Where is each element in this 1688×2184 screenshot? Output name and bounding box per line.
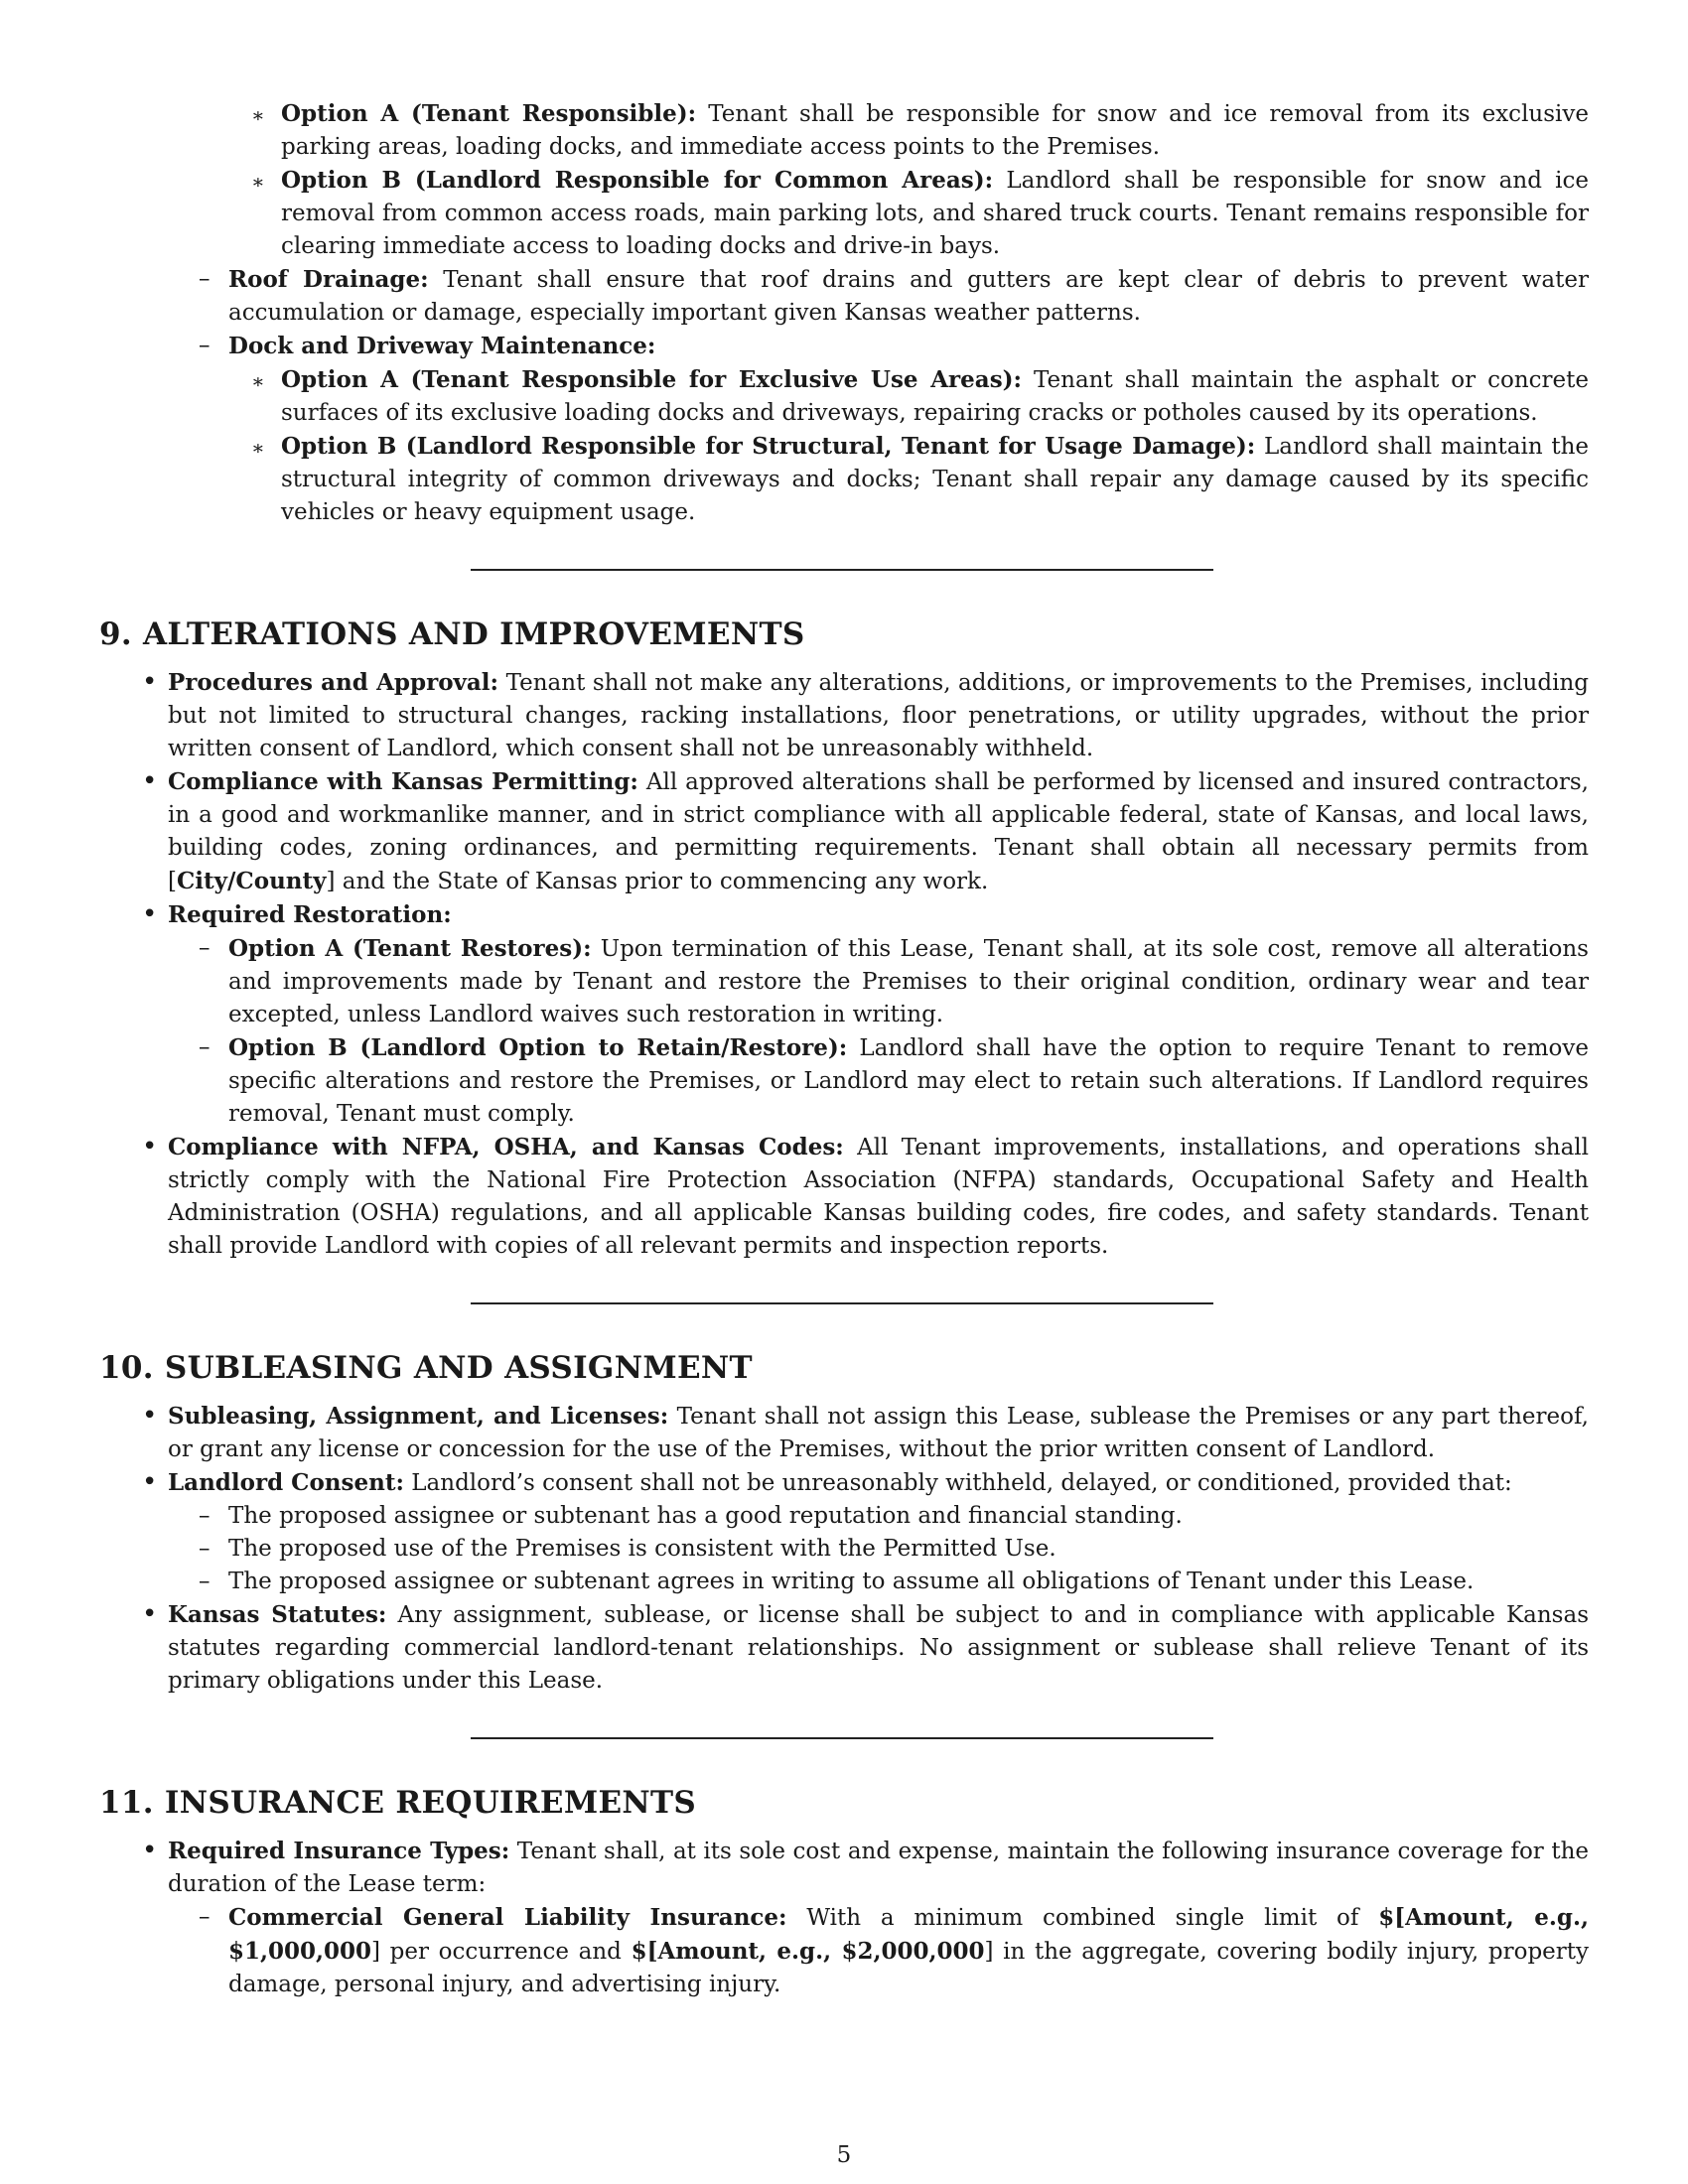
list-item xyxy=(142,765,1589,898)
item-text: Landlord shall be responsible for snow and ice removal from common access roads, main parking lots, and shared truck courts. Tenant remains responsible for clearing immediate access to loading docks and drive-in bays. xyxy=(281,168,1589,259)
item-text: Any assignment, sublease, or license shall be subject to and in compliance with applicable Kansas statutes regarding commercial landlord-tenant relationships. No assignment or sublease shall relieve Tenant of its primary obligations under this Lease. xyxy=(168,1602,1589,1694)
list-item xyxy=(251,164,1589,263)
item-text: Tenant shall not assign this Lease, sublease the Premises or any part thereof, or grant any license or concession for the use of the Premises, without the prior written consent of Landlord. xyxy=(168,1404,1589,1462)
list-item xyxy=(199,1533,1589,1566)
item-text: With a minimum combined single limit of xyxy=(786,1905,1379,1931)
bullet-marker: • xyxy=(142,1467,158,1497)
list-item xyxy=(251,363,1589,430)
item-text: Landlord’s consent shall not be unreasonably withheld, delayed, or conditioned, provided that: xyxy=(403,1470,1512,1496)
item-text: Upon termination of this Lease, Tenant shall, at its sole cost, remove all alterations and improvements made by Tenant and restore the Premises to their original condition, ordinary wear and tear excepted, unless Landlord waives such restoration in writing. xyxy=(228,936,1589,1027)
item-text: Tenant shall ensure that roof drains and gutters are kept clear of debris to prevent water accumulation or damage, especially important given Kansas weather patterns. xyxy=(228,267,1589,326)
item-label: Option A (Tenant Responsible for Exclusive Use Areas): xyxy=(281,366,1023,393)
list-item xyxy=(199,1566,1589,1598)
section-divider xyxy=(471,569,1213,571)
item-label: Required Restoration: xyxy=(168,901,452,928)
list-item xyxy=(251,97,1589,164)
list-item xyxy=(199,932,1589,1031)
item-text: Landlord shall maintain the structural integrity of common driveways and docks; Tenant shall repair any damage caused by its specific vehicles or heavy equipment usage. xyxy=(281,434,1589,525)
dash-marker: – xyxy=(199,1503,211,1529)
page-number: 5 xyxy=(836,2142,852,2168)
dash-marker: – xyxy=(199,935,211,961)
list-item xyxy=(142,1835,1589,1901)
item-text: The proposed use of the Premises is consistent with the Permitted Use. xyxy=(228,1536,1056,1562)
item-label: Option B (Landlord Option to Retain/Restore): xyxy=(228,1034,848,1061)
item-label: Compliance with Kansas Permitting: xyxy=(168,768,638,795)
section-heading: 9. ALTERATIONS AND IMPROVEMENTS xyxy=(99,616,805,652)
item-text: Tenant shall, at its sole cost and expense, maintain the following insurance coverage for the duration of the Lease term: xyxy=(168,1839,1589,1897)
list-item xyxy=(142,898,1589,932)
item-label: Option B (Landlord Responsible for Common Areas): xyxy=(281,167,994,194)
item-label: Roof Drainage: xyxy=(228,266,429,293)
bullet-marker: • xyxy=(142,899,158,929)
dash-marker: – xyxy=(199,1904,211,1930)
bullet-marker: • xyxy=(142,667,158,697)
list-item xyxy=(199,1031,1589,1131)
item-label: Landlord Consent: xyxy=(168,1469,404,1496)
bullet-marker: • xyxy=(142,1599,158,1629)
dash-marker: – xyxy=(199,1536,211,1562)
bullet-marker: • xyxy=(142,1401,158,1431)
section-heading: 11. INSURANCE REQUIREMENTS xyxy=(99,1785,697,1821)
star-marker: ∗ xyxy=(251,369,265,393)
bullet-marker: • xyxy=(142,1836,158,1865)
list-item xyxy=(251,430,1589,529)
item-text: ] per occurrence and xyxy=(371,1939,632,1965)
document-page xyxy=(99,97,1589,2001)
item-text: The proposed assignee or subtenant has a good reputation and financial standing. xyxy=(228,1503,1183,1529)
list-item xyxy=(199,1500,1589,1533)
list-item xyxy=(142,666,1589,765)
bullet-marker: • xyxy=(142,1132,158,1161)
item-text: Landlord shall have the option to require Tenant to remove specific alterations and restore the Premises, or Landlord may elect to retain such alterations. If Landlord requires removal, Tenant must comply. xyxy=(228,1035,1589,1127)
bullet-marker: • xyxy=(142,766,158,796)
item-label: Option A (Tenant Responsible): xyxy=(281,100,697,127)
item-text: Tenant shall maintain the asphalt or concrete surfaces of its exclusive loading docks and driveways, repairing cracks or potholes caused by its operations. xyxy=(281,367,1589,426)
section-divider xyxy=(471,1302,1213,1304)
list-item xyxy=(199,263,1589,330)
star-marker: ∗ xyxy=(251,103,265,127)
list-item xyxy=(142,1466,1589,1500)
item-text: Tenant shall not make any alterations, additions, or improvements to the Premises, including but not limited to structural changes, racking installations, floor penetrations, or utility upgrades, without the prior written consent of Landlord, which consent shall not be unreasonably withheld. xyxy=(168,670,1589,761)
list-item xyxy=(199,330,1589,363)
item-text: The proposed assignee or subtenant agrees in writing to assume all obligations of Tenant under this Lease. xyxy=(228,1569,1475,1594)
item-text: ] in the aggregate, covering bodily injury, property damage, personal injury, and advertising injury. xyxy=(228,1939,1590,1997)
section-divider xyxy=(471,1737,1213,1739)
dash-marker: – xyxy=(199,333,211,358)
item-text: ] and the State of Kansas prior to commencing any work. xyxy=(326,869,989,894)
dash-marker: – xyxy=(199,1034,211,1060)
item-label: Kansas Statutes: xyxy=(168,1601,387,1628)
list-item xyxy=(199,1901,1590,2001)
list-item xyxy=(142,1598,1589,1698)
item-label: Required Insurance Types: xyxy=(168,1838,510,1864)
item-label: Commercial General Liability Insurance: xyxy=(228,1904,787,1931)
list-item xyxy=(142,1131,1589,1263)
item-label: Option A (Tenant Restores): xyxy=(228,935,592,962)
placeholder-field: City/County xyxy=(176,868,327,894)
amount-placeholder: $[Amount, e.g., $2,000,000 xyxy=(631,1938,985,1965)
item-label: Subleasing, Assignment, and Licenses: xyxy=(168,1403,669,1430)
list-item xyxy=(142,1400,1589,1466)
section-heading: 10. SUBLEASING AND ASSIGNMENT xyxy=(99,1350,753,1386)
item-label: Procedures and Approval: xyxy=(168,669,499,696)
item-text: All Tenant improvements, installations, and operations shall strictly comply with the National Fire Protection Association (NFPA) standards, Occupational Safety and Health Administration (OSHA) regulations, and all applicable Kansas building codes, fire codes, and safety standards. Tenant shall provide Landlord with copies of all relevant permits and inspection reports. xyxy=(168,1135,1589,1259)
item-label: Option B (Landlord Responsible for Structural, Tenant for Usage Damage): xyxy=(281,433,1256,460)
dash-marker: – xyxy=(199,266,211,292)
item-text: All approved alterations shall be performed by licensed and insured contractors, in a good and workmanlike manner, and in strict compliance with all applicable federal, state of Kansas, and local laws, building codes, zoning ordinances, and permitting requirements. Tenant shall obtain all necessary permits from [ xyxy=(168,769,1589,894)
star-marker: ∗ xyxy=(251,436,265,460)
amount-placeholder: $[Amount, e.g., $1,000,000 xyxy=(228,1904,1589,1965)
dash-marker: – xyxy=(199,1569,211,1594)
star-marker: ∗ xyxy=(251,170,265,194)
item-label: Dock and Driveway Maintenance: xyxy=(228,333,656,359)
item-text: Tenant shall be responsible for snow and ice removal from its exclusive parking areas, loading docks, and immediate access points to the Premises. xyxy=(281,101,1589,160)
item-label: Compliance with NFPA, OSHA, and Kansas Codes: xyxy=(168,1134,844,1160)
